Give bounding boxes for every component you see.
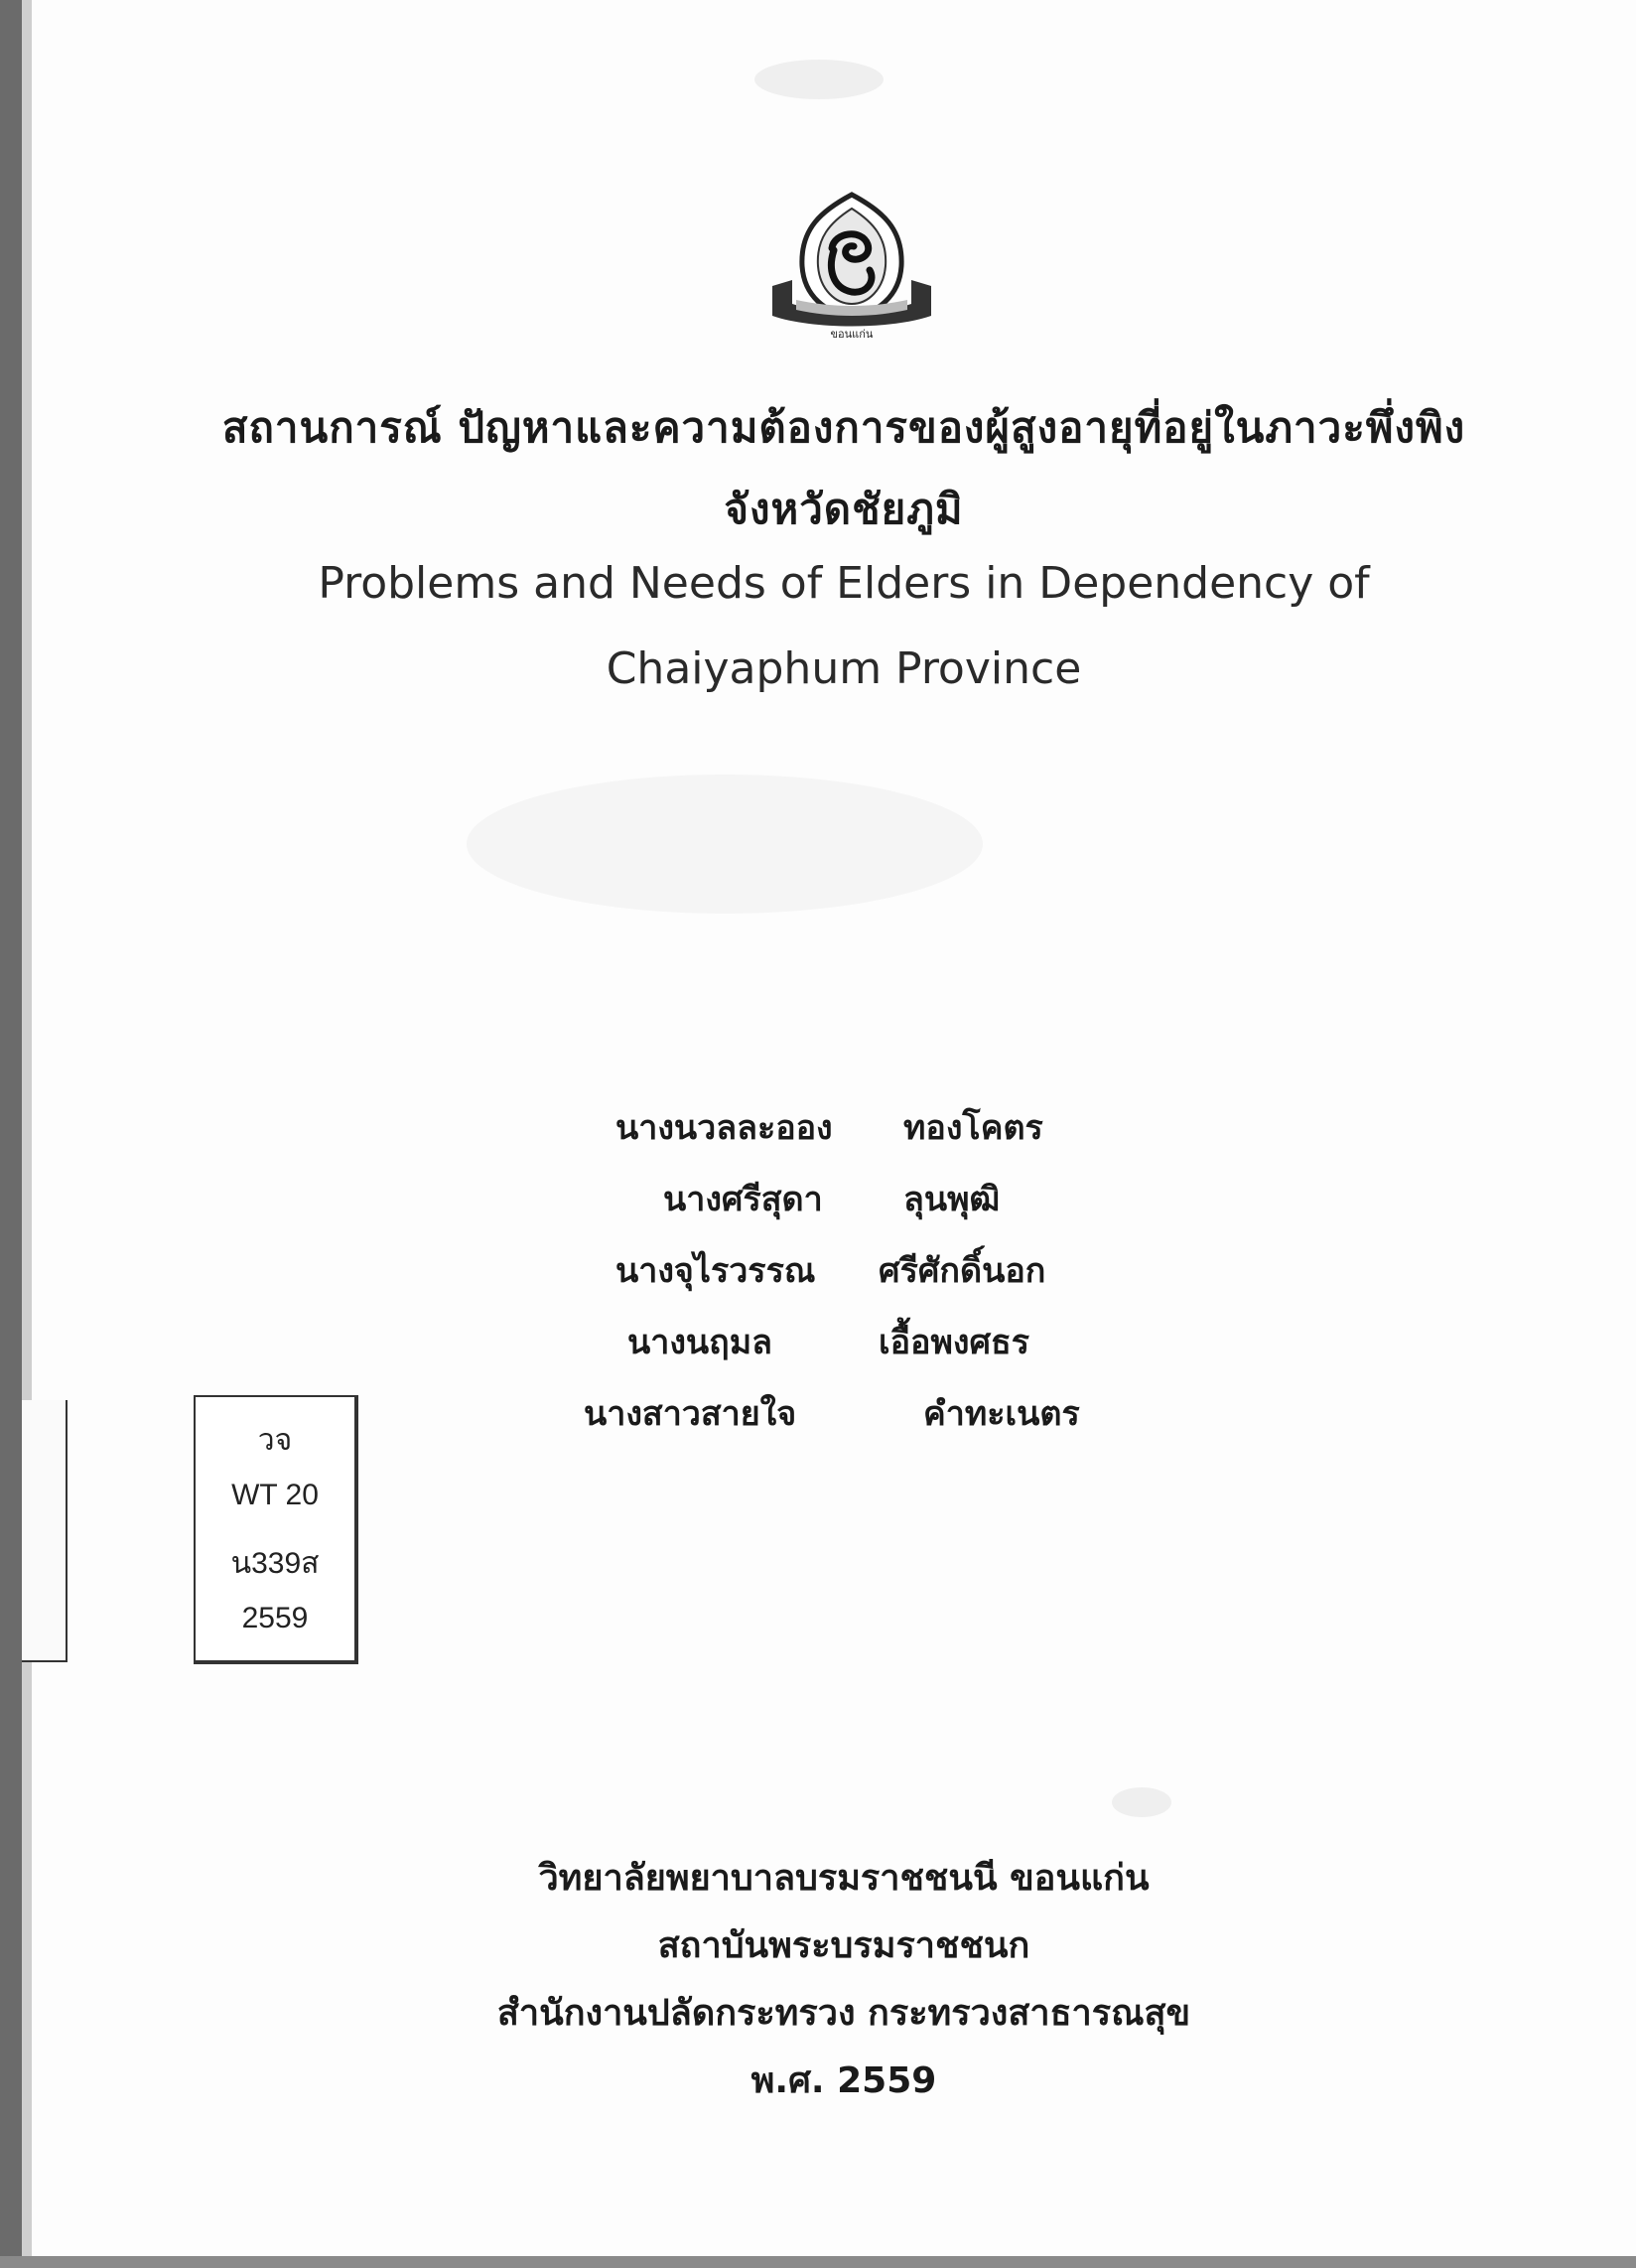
library-side-label — [22, 1400, 68, 1662]
bottom-edge — [0, 2256, 1636, 2268]
call-number-line: 2559 — [241, 1602, 309, 1634]
author-last-name: ทองโคตร — [903, 1108, 1043, 1148]
emblem-caption: ขอนแก่น — [830, 328, 874, 341]
author-last-name: เอื้อพงศธร — [879, 1323, 1030, 1362]
college-emblem-icon — [762, 189, 941, 343]
author-row — [556, 1386, 1112, 1442]
author-row — [556, 1243, 1112, 1299]
scan-smudge — [1112, 1787, 1171, 1817]
author-row — [556, 1172, 1112, 1227]
author-last-name: คำทะเนตร — [923, 1394, 1080, 1434]
author-first-name: นางนฤมล — [627, 1323, 773, 1362]
binding-highlight — [22, 0, 32, 2268]
author-first-name: นางนวลละออง — [615, 1108, 833, 1148]
author-row — [556, 1100, 1112, 1156]
title-en-line1: Problems and Needs of Elders in Dependency of — [318, 558, 1370, 609]
title-thai-line2: จังหวัดชัยภูมิ — [724, 485, 964, 533]
call-number-label — [194, 1395, 358, 1664]
title-en-line2: Chaiyaphum Province — [606, 643, 1082, 694]
author-first-name: นางจุไรวรรณ — [615, 1251, 816, 1291]
institution-line1: วิทยาลัยพยาบาลบรมราชชนนี ขอนแก่น — [538, 1858, 1150, 1899]
scan-smudge — [467, 775, 983, 914]
institution-line3: สำนักงานปลัดกระทรวง กระทรวงสาธารณสุข — [496, 1993, 1191, 2034]
title-thai-line1: สถานการณ์ ปัญหาและความต้องการของผู้สูงอายุที่อยู่ในภาวะพึ่งพิง — [221, 403, 1466, 452]
publication-year: พ.ศ. 2559 — [750, 2060, 937, 2101]
author-first-name: นางสาวสายใจ — [584, 1394, 797, 1434]
call-number-line: น339ส — [230, 1547, 320, 1580]
author-last-name: ศรีศักดิ์นอก — [879, 1251, 1046, 1291]
author-row — [556, 1315, 1112, 1370]
call-number-line: วจ — [257, 1424, 293, 1457]
scan-smudge — [754, 60, 884, 99]
binding-edge — [0, 0, 22, 2268]
author-last-name: ลุนพุฒิ — [903, 1180, 1001, 1219]
author-first-name: นางศรีสุดา — [663, 1180, 823, 1219]
call-number-line: WT 20 — [231, 1479, 319, 1511]
institution-line2: สถาบันพระบรมราชชนก — [657, 1925, 1030, 1966]
